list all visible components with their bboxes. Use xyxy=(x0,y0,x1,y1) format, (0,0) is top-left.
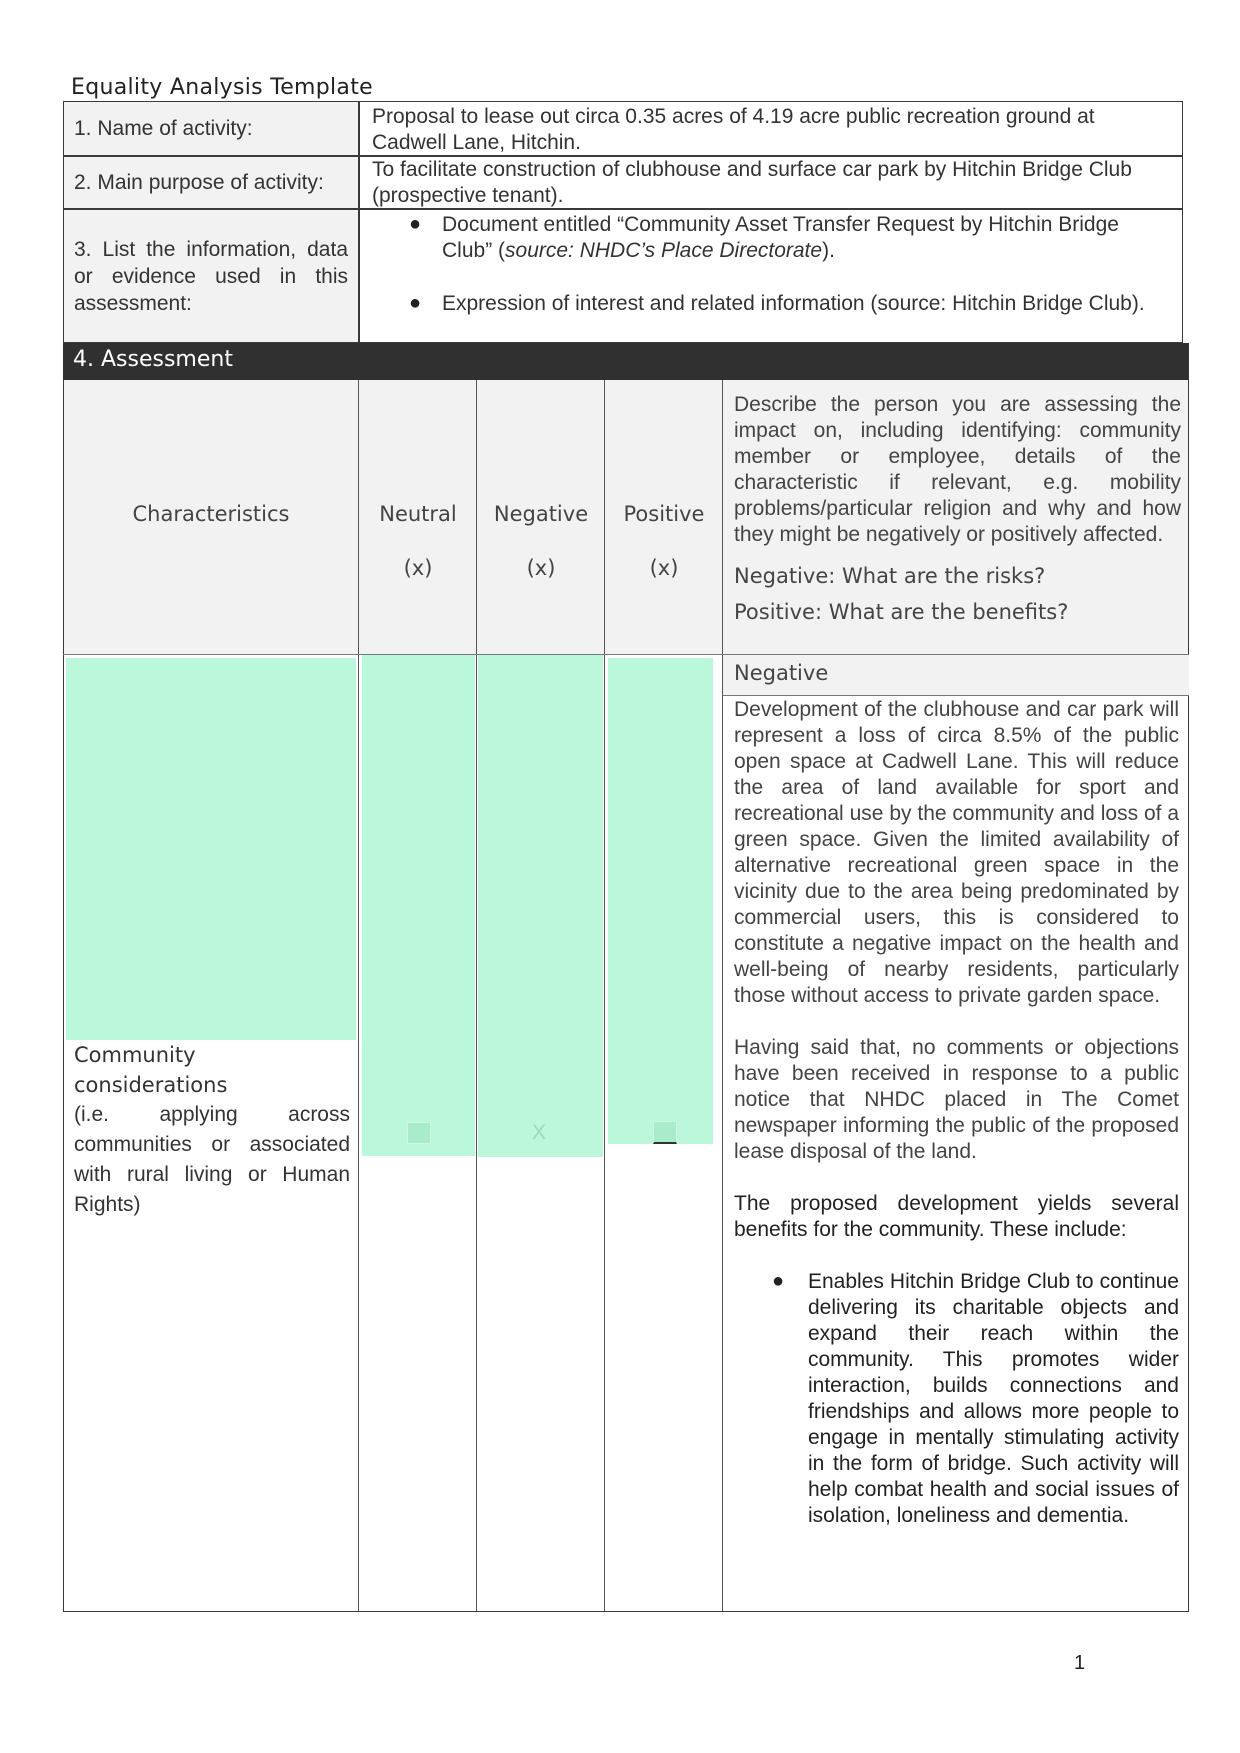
table-border-bottom xyxy=(63,1611,1189,1612)
assessment-section-header: 4. Assessment xyxy=(63,343,1189,380)
document-title: Equality Analysis Template xyxy=(71,75,373,100)
public-notice-text: Having said that, no comments or objections have been received in response to a public notice that NHDC placed in The Comet newspaper informing the public of the proposed lease disposal of the land. xyxy=(734,1036,1179,1163)
evidence-label: 3. List the information, data or evidence used in this assessment: xyxy=(63,209,359,343)
benefits-intro: The proposed development yields several benefits for the community. These include: xyxy=(734,1192,1179,1241)
activity-name-value: Proposal to lease out circa 0.35 acres of 4.19 acre public recreation ground at Cadwell Lane, Hitchin. xyxy=(359,101,1183,156)
bullet-icon: ● xyxy=(772,1270,785,1292)
describe-instructions: Describe the person you are assessing the impact on, including identifying: community member or employee, details of the characteristic if relevant, e.g. mobility problems/particular religion and why and how they might be negatively or positively affected. xyxy=(734,393,1181,546)
table-border-left xyxy=(63,380,64,1612)
bullet-icon: ● xyxy=(409,292,422,314)
community-description xyxy=(734,697,1179,1529)
main-purpose-value: To facilitate construction of clubhouse and surface car park by Hitchin Bridge Club (prospective tenant). xyxy=(359,156,1183,209)
page-number: 1 xyxy=(1074,1652,1086,1674)
characteristics-header: Characteristics xyxy=(63,380,359,654)
positive-question: Positive: What are the benefits? xyxy=(734,600,1069,624)
positive-highlight xyxy=(608,658,713,1144)
benefit-item-1: ● Enables Hitchin Bridge Club to continue delivering its charitable objects and expand their reach within the community. This promotes wider interaction, builds connections and friendships and allows more people to engage in mentally stimulating activity in the form of bridge. Such activity will help combat health and social issues of isolation, loneliness and dementia. xyxy=(772,1270,1179,1527)
col-divider xyxy=(476,380,477,1612)
row-divider xyxy=(723,695,1189,696)
main-purpose-label: 2. Main purpose of activity: xyxy=(63,156,359,209)
characteristic-highlight xyxy=(66,658,356,1040)
community-title: Community considerations xyxy=(74,1043,228,1097)
col-divider xyxy=(358,380,359,1612)
negative-header: Negative (x) xyxy=(477,380,605,654)
col-divider xyxy=(604,380,605,1612)
evidence-item-1: Document entitled “Community Asset Transfer Request by Hitchin Bridge Club” (source: NHDC’s Place Directorate). xyxy=(442,213,1119,262)
negative-mark: X xyxy=(532,1121,547,1144)
activity-name-label: 1. Name of activity: xyxy=(63,101,359,156)
neutral-highlight xyxy=(362,655,475,1156)
community-subtitle: (i.e. applying across communities or associated with rural living or Human Rights) xyxy=(74,1103,350,1216)
negative-highlight xyxy=(478,655,603,1157)
describe-header xyxy=(723,380,1189,654)
neutral-checkbox[interactable] xyxy=(407,1122,431,1144)
negative-subheader: Negative xyxy=(723,655,1189,695)
evidence-list xyxy=(359,209,1183,343)
neutral-header: Neutral (x) xyxy=(359,380,477,654)
negative-impact-text: Development of the clubhouse and car park will represent a loss of circa 8.5% of the public open space at Cadwell Lane. This will reduce the area of land available for sport and recreational use by the community and loss of a green space. Given the limited availability of alternative recreational green space in the vicinity due to the area being predominated by commercial users, this is considered to constitute a negative impact on the health and well-being of nearby residents, particularly those without access to private garden space. xyxy=(734,698,1179,1007)
col-divider xyxy=(722,380,723,1612)
evidence-item-2: Expression of interest and related information (source: Hitchin Bridge Club). xyxy=(442,292,1145,315)
table-border-right xyxy=(1188,343,1189,1612)
positive-checkbox[interactable] xyxy=(653,1121,677,1144)
negative-question: Negative: What are the risks? xyxy=(734,564,1046,588)
bullet-icon: ● xyxy=(409,213,422,235)
positive-header: Positive (x) xyxy=(605,380,723,654)
community-characteristic xyxy=(74,1040,350,1220)
